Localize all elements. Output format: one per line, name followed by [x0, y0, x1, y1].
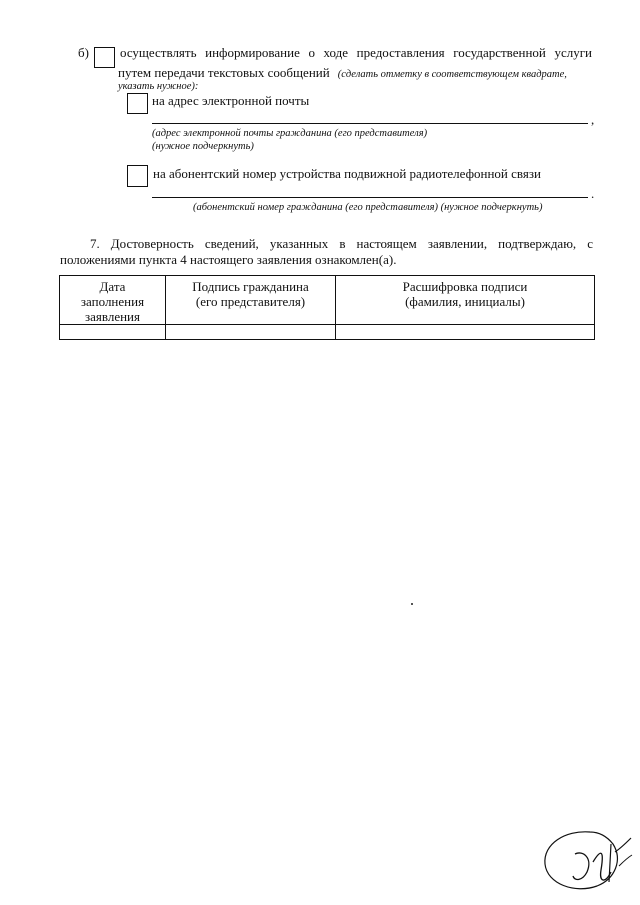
notify-checkbox[interactable]: [94, 47, 115, 68]
date-header-line1: Дата: [99, 279, 126, 294]
signature-table-input-row: [60, 325, 595, 340]
section-7-line2: положениями пункта 4 настоящего заявления ознакомлен(а).: [60, 252, 397, 267]
phone-option-label: на абонентский номер устройства подвижной радиотелефонной связи: [153, 166, 541, 181]
email-hint-2: (нужное подчеркнуть): [152, 141, 254, 152]
date-input-cell[interactable]: [60, 325, 166, 340]
email-checkbox[interactable]: [127, 93, 148, 114]
decoding-header-line1: Расшифровка подписи: [402, 279, 528, 294]
phone-checkbox[interactable]: [127, 165, 148, 187]
signature-input-cell[interactable]: [166, 325, 336, 340]
phone-trailing-mark: .: [591, 186, 595, 201]
date-header-line2: заполнения: [80, 294, 145, 309]
signature-header-cell: [166, 276, 336, 325]
section-b-line2-note: (сделать отметку в соответствующем квадрате,: [337, 69, 567, 80]
section-b-line3-note: указать нужное):: [118, 81, 199, 92]
email-address-line[interactable]: [152, 123, 588, 124]
email-option-label: на адрес электронной почты: [152, 93, 310, 108]
date-header-line3: заявления: [84, 309, 140, 324]
date-header-cell: [60, 276, 166, 325]
section-b-line2-main: путем передачи текстовых сообщений: [118, 65, 330, 80]
decoding-header-line2: (фамилия, инициалы): [405, 294, 525, 309]
section-b-line1: осуществлять информирование о ходе предоставления государственной услуги: [120, 45, 592, 60]
signature-table: [59, 275, 595, 340]
decoding-header-cell: [336, 276, 595, 325]
section-7-line1: 7. Достоверность сведений, указанных в настоящем заявлении, подтверждаю, с: [90, 236, 593, 251]
scan-speck: [411, 603, 413, 605]
email-hint-1: (адрес электронной почты гражданина (его представителя): [152, 128, 428, 139]
signature-header-line2: (его представителя): [195, 294, 306, 309]
section-b-marker: б): [78, 45, 89, 60]
decoding-input-cell[interactable]: [336, 325, 595, 340]
phone-number-line[interactable]: [152, 197, 588, 198]
signature-table-header-row: [60, 276, 595, 325]
email-trailing-mark: ,: [591, 112, 595, 127]
signature-header-line1: Подпись гражданина: [192, 279, 309, 294]
handwritten-initials-mark: [535, 822, 635, 897]
phone-hint: (абонентский номер гражданина (его представителя) (нужное подчеркнуть): [193, 202, 543, 213]
